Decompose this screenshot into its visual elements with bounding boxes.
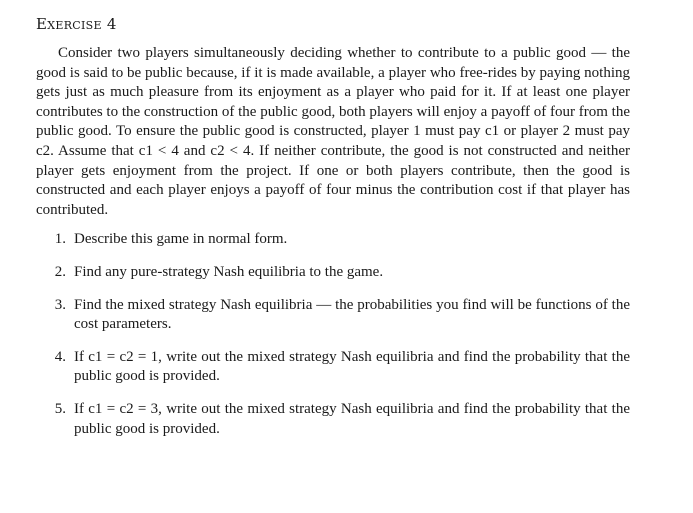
exercise-intro-paragraph: Consider two players simultaneously deciding whether to contribute to a public good — the good is said to be public because, if it is made available, a player who free-rides by paying nothing gets just as much pleasure from its enjoyment as a player who paid for it. If at least one player contributes to the construction of the public good, both players will enjoy a payoff of four from the public good. To ensure the public good is constructed, player 1 must pay c1 or player 2 must pay c2. Assume that c1 < 4 and c2 < 4. If neither contribute, the good is not constructed and neither player gets enjoyment from the project. If one or both players contribute, then the good is constructed and each player enjoys a payoff of four minus the contribution cost if that player has contributed. [36,45,630,218]
question-item [36,263,630,283]
question-item [36,400,630,439]
question-text: Describe this game in normal form. [74,231,288,248]
question-item [36,230,630,250]
exercise-heading: Exercise 4 [36,15,117,33]
question-text: Find the mixed strategy Nash equilibria — the probabilities you find will be functions of the cost parameters. [74,296,630,333]
question-number: 3. [54,296,66,313]
question-item [36,296,630,335]
question-number: 4. [54,348,66,365]
question-list [36,230,630,439]
question-text: Find any pure-strategy Nash equilibria to the game. [74,263,384,280]
question-text: If c1 = c2 = 1, write out the mixed strategy Nash equilibria and find the probability that the public good is provided. [74,348,630,385]
question-text: If c1 = c2 = 3, write out the mixed strategy Nash equilibria and find the probability that the public good is provided. [74,400,630,437]
question-number: 5. [54,400,66,417]
question-item [36,348,630,387]
question-number: 2. [54,263,66,280]
exercise-page [36,14,630,452]
question-number: 1. [54,231,66,248]
